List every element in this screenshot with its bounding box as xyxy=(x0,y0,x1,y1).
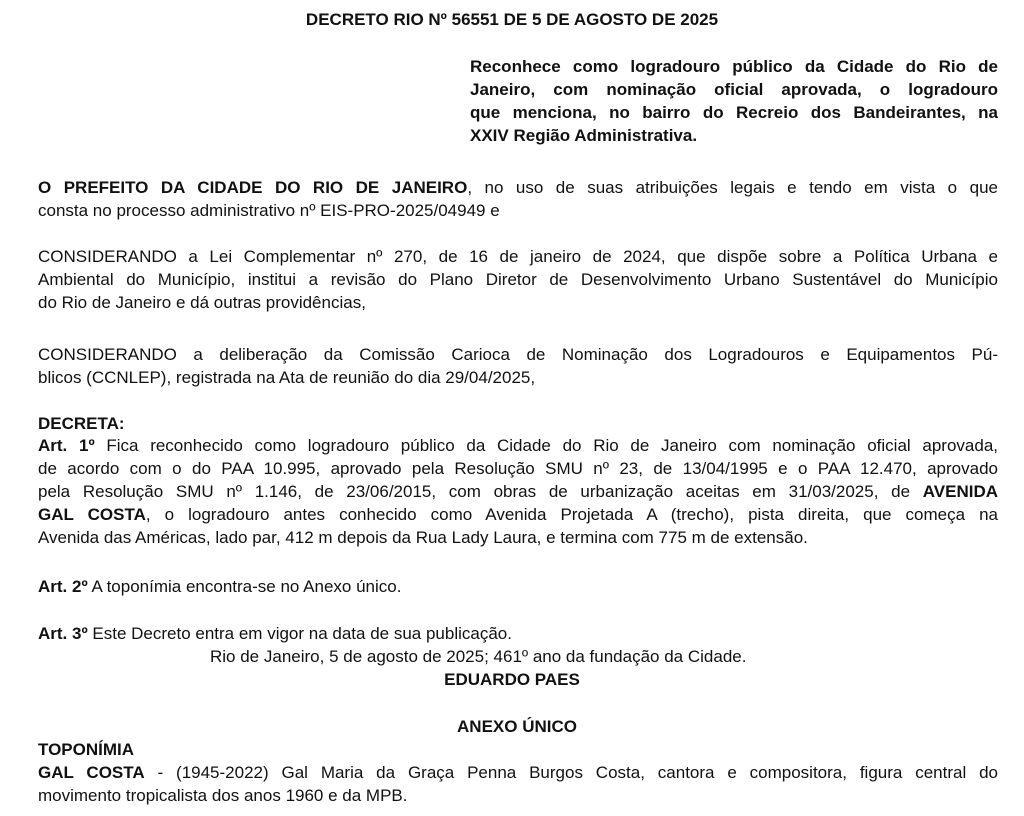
place-date: Rio de Janeiro, 5 de agosto de 2025; 461º ano da fundação da Cidade. xyxy=(210,647,747,666)
considerando-line: CONSIDERANDO a Lei Complementar nº 270, de 16 de janeiro de 2024, que dispõe sobre a Política Urbana e xyxy=(38,247,998,266)
summary-line: que menciona, no bairro do Recreio dos Bandeirantes, na xyxy=(470,103,998,122)
annex-title: ANEXO ÚNICO xyxy=(457,717,577,736)
summary-line: Reconhece como logradouro público da Cidade do Rio de xyxy=(470,57,998,76)
preamble-line: O PREFEITO DA CIDADE DO RIO DE JANEIRO, no uso de suas atribuições legais e tendo em vista o que xyxy=(38,178,998,197)
signature: EDUARDO PAES xyxy=(444,670,580,689)
article-2: Art. 2º A toponímia encontra-se no Anexo único. xyxy=(38,577,402,596)
honoree-name: GAL COSTA xyxy=(38,763,145,782)
article-1-line: GAL COSTA, o logradouro antes conhecido como Avenida Projetada A (trecho), pista direita, que começa na xyxy=(38,505,998,524)
street-name: GAL COSTA xyxy=(38,505,146,524)
considerando-line: Ambiental do Município, institui a revisão do Plano Diretor de Desenvolvimento Urbano Sustentável do Município xyxy=(38,270,998,289)
mayor-title: O PREFEITO DA CIDADE DO RIO DE JANEIRO xyxy=(38,178,468,197)
summary-line: XXIV Região Administrativa. xyxy=(470,126,698,145)
article-3-label: Art. 3º xyxy=(38,624,88,643)
decree-summary xyxy=(470,55,998,147)
summary-line: Janeiro, com nominação oficial aprovada, o logradouro xyxy=(470,80,998,99)
toponimia-line: GAL COSTA - (1945-2022) Gal Maria da Graça Penna Burgos Costa, cantora e compositora, figura central do xyxy=(38,763,998,782)
decreta-heading: DECRETA: xyxy=(38,414,125,433)
considerando-line: do Rio de Janeiro e dá outras providências, xyxy=(38,293,366,312)
article-3: Art. 3º Este Decreto entra em vigor na data de sua publicação. xyxy=(38,624,512,643)
considerando-line: CONSIDERANDO a deliberação da Comissão Carioca de Nominação dos Logradouros e Equipamentos Pú- xyxy=(38,345,998,364)
article-2-label: Art. 2º xyxy=(38,577,88,596)
considerando-line: blicos (CCNLEP), registrada na Ata de reunião do dia 29/04/2025, xyxy=(38,368,536,387)
toponimia-heading: TOPONÍMIA xyxy=(38,740,135,759)
article-1-line: de acordo com o do PAA 10.995, aprovado pela Resolução SMU nº 23, de 13/04/1995 e o PAA 12.470, aprovado xyxy=(38,459,998,478)
article-1-line: Avenida das Américas, lado par, 412 m depois da Rua Lady Laura, e termina com 775 m de extensão. xyxy=(38,528,808,547)
article-1-line: Art. 1º Fica reconhecido como logradouro público da Cidade do Rio de Janeiro com nominação oficial aprovada, xyxy=(38,436,998,455)
decree-title: DECRETO RIO Nº 56551 DE 5 DE AGOSTO DE 2025 xyxy=(305,10,719,29)
article-1-label: Art. 1º xyxy=(38,436,95,455)
toponimia-line: movimento tropicalista dos anos 1960 e da MPB. xyxy=(38,786,408,805)
street-name: AVENIDA xyxy=(922,482,998,501)
article-1-line: pela Resolução SMU nº 1.146, de 23/06/2015, com obras de urbanização aceitas em 31/03/2025, de AVENIDA xyxy=(38,482,998,501)
preamble-line: consta no processo administrativo nº EIS-PRO-2025/04949 e xyxy=(38,201,500,220)
